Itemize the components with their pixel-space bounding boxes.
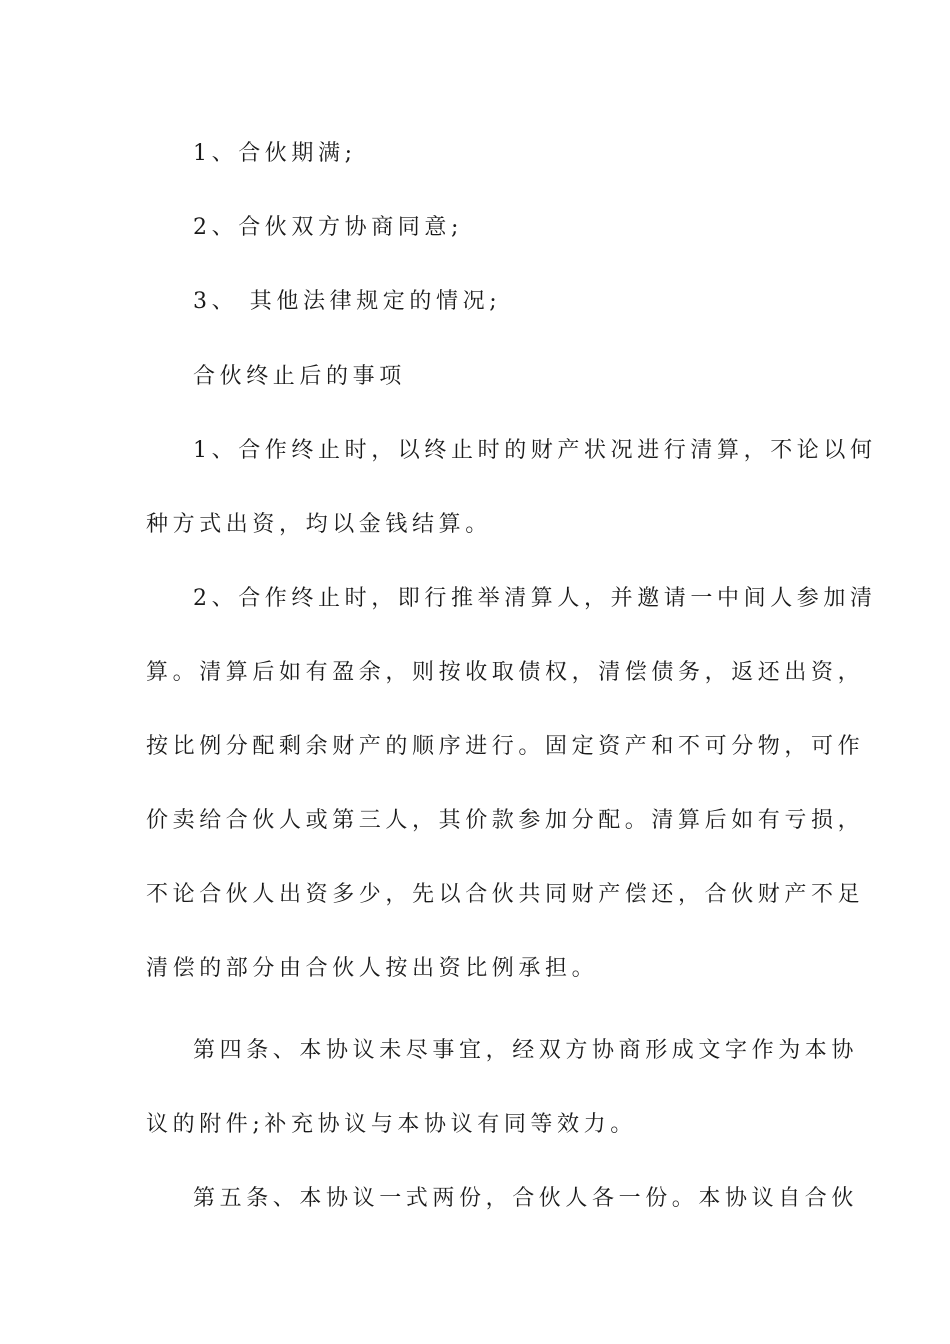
paragraph-line: 价卖给合伙人或第三人，其价款参加分配。清算后如有亏损，	[146, 808, 865, 833]
term-item-3: 3、 其他法律规定的情况;	[193, 289, 502, 314]
paragraph-line: 清偿的部分由合伙人按出资比例承担。	[146, 956, 599, 981]
article-five-line: 第五条、本协议一式两份，合伙人各一份。本协议自合伙	[193, 1186, 859, 1211]
paragraph-line: 2、合作终止时，即行推举清算人，并邀请一中间人参加清	[193, 586, 877, 611]
paragraph-line: 按比例分配剩余财产的顺序进行。固定资产和不可分物，可作	[146, 734, 865, 759]
article-four-line: 第四条、本协议未尽事宜，经双方协商形成文字作为本协	[193, 1038, 859, 1063]
term-item-2: 2、合伙双方协商同意;	[193, 215, 464, 240]
paragraph-line: 种方式出资，均以金钱结算。	[146, 512, 492, 537]
paragraph-line: 算。清算后如有盈余，则按收取债权，清偿债务，返还出资，	[146, 660, 865, 685]
paragraph-line: 1、合作终止时，以终止时的财产状况进行清算，不论以何	[193, 438, 877, 463]
term-item-1: 1、合伙期满;	[193, 141, 357, 166]
paragraph-line: 不论合伙人出资多少，先以合伙共同财产偿还，合伙财产不足	[146, 882, 865, 907]
article-four-line: 议的附件;补充协议与本协议有同等效力。	[146, 1112, 637, 1137]
section-heading: 合伙终止后的事项	[193, 364, 406, 389]
